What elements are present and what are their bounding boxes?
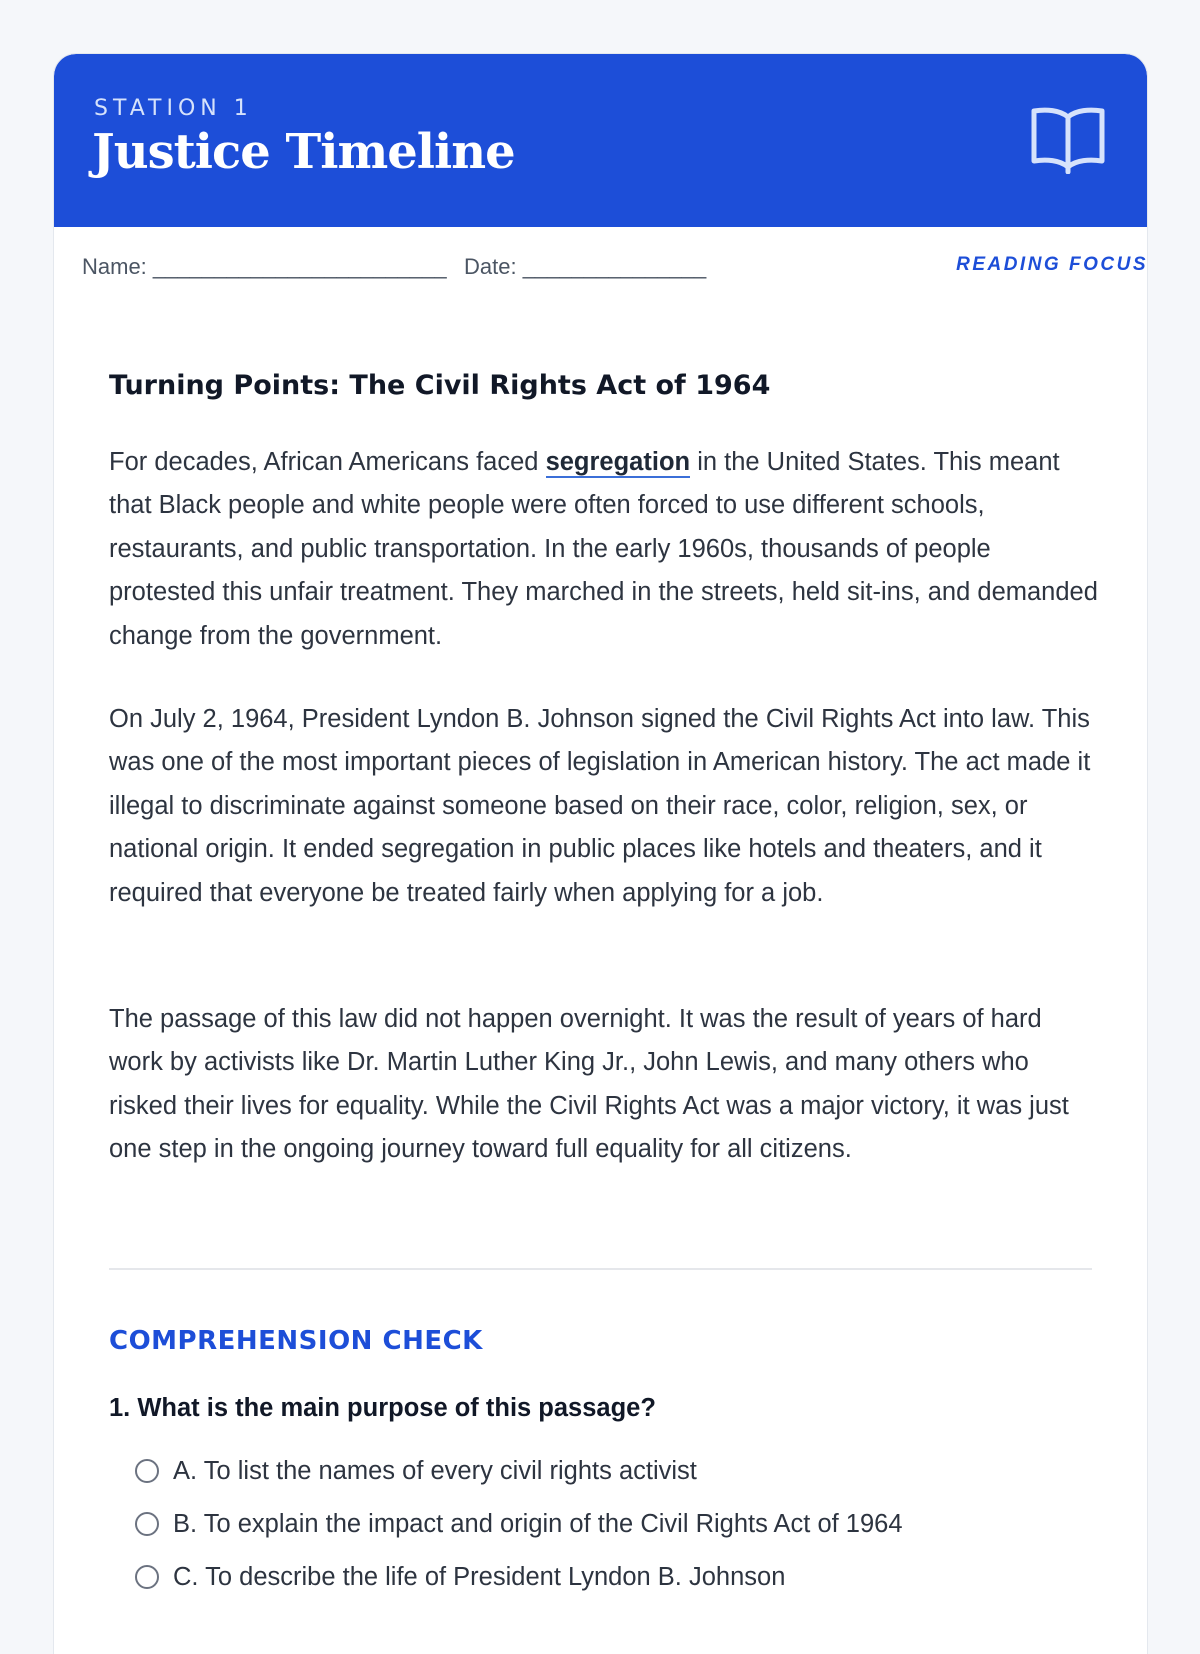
- article-paragraph-3: The passage of this law did not happen overnight. It was the result of years of hard work by activists like Dr. Martin Luther King Jr., John Lewis, and many others who risked their lives for equality. While the Civil Rights Act was a major victory, it was just one step in the ongoing journey toward full equality for all citizens.: [109, 1005, 1069, 1164]
- page-title: Justice Timeline: [92, 124, 515, 180]
- book-open-icon: [1030, 104, 1106, 174]
- answer-option-c-label: C. To describe the life of President Lyndon B. Johnson: [173, 1562, 786, 1591]
- date-field[interactable]: Date: _______________: [464, 254, 707, 279]
- comprehension-check-heading: COMPREHENSION CHECK: [109, 1326, 483, 1356]
- article-paragraph-2: On July 2, 1964, President Lyndon B. Johnson signed the Civil Rights Act into law. This was one of the most important pieces of legislation in American history. The act made it illegal to discriminate against someone based on their race, color, religion, sex, or national origin. It ended segregation in public places like hotels and theaters, and it required that everyone be treated fairly when applying for a job.: [109, 705, 1091, 907]
- answer-option-c[interactable]: [135, 1561, 785, 1593]
- radio-button-c[interactable]: [135, 1565, 159, 1589]
- station-header: [54, 54, 1147, 227]
- question-1: 1. What is the main purpose of this passage?: [109, 1394, 656, 1422]
- article-title: Turning Points: The Civil Rights Act of 1964: [109, 370, 771, 401]
- paragraph-1-text-end: in the United States. This meant that Black people and white people were often forced to use different schools, restaurants, and public transportation. In the early 1960s, thousands of people protested this unfair treatment. They marched in the streets, held sit-ins, and demanded change from the government.: [109, 448, 1098, 650]
- answer-option-b-label: B. To explain the impact and origin of the Civil Rights Act of 1964: [173, 1509, 903, 1538]
- paragraph-1-text-start: For decades, African Americans faced: [109, 448, 546, 476]
- vocabulary-term-segregation[interactable]: segregation: [545, 448, 691, 476]
- station-label: STATION 1: [94, 96, 253, 121]
- reading-focus-label: READING FOCUS: [956, 254, 1148, 275]
- answer-option-a[interactable]: [135, 1455, 697, 1487]
- article-paragraph-1: [109, 441, 1099, 658]
- radio-button-b[interactable]: [135, 1512, 159, 1536]
- section-divider: [109, 1268, 1092, 1270]
- answer-option-b[interactable]: [135, 1508, 903, 1540]
- name-field[interactable]: Name: ________________________: [82, 254, 447, 279]
- radio-button-a[interactable]: [135, 1459, 159, 1483]
- answer-option-a-label: A. To list the names of every civil rights activist: [173, 1456, 697, 1485]
